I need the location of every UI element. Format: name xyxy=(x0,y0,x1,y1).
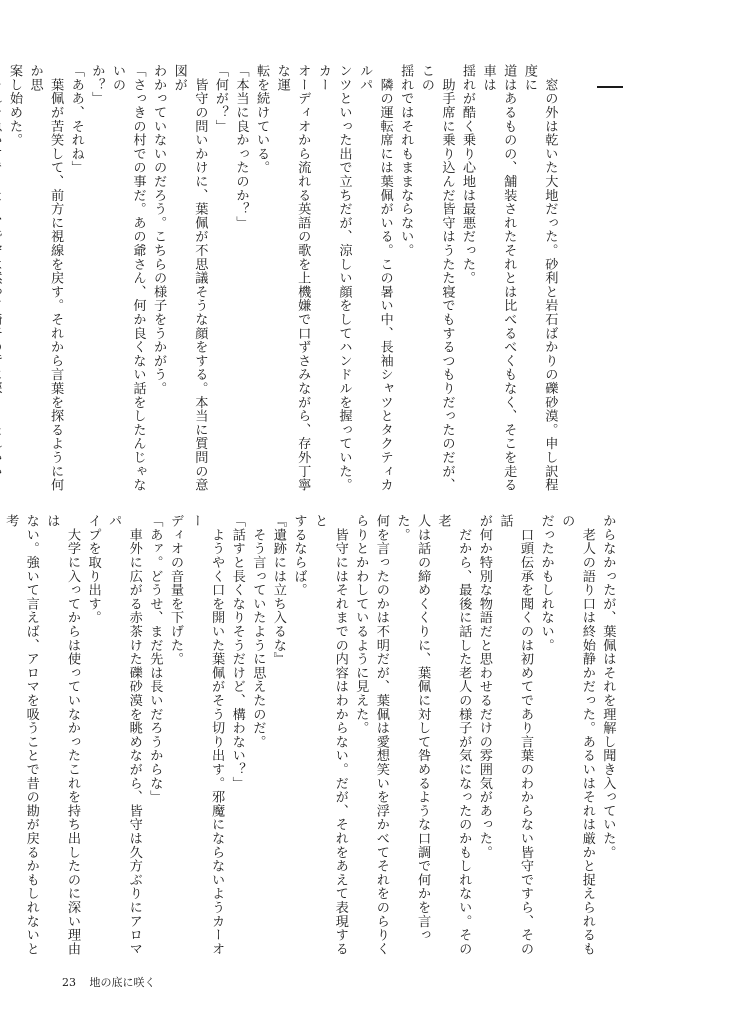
chapter-number-one xyxy=(597,86,623,88)
lower-text-block xyxy=(3,514,638,966)
lower-body-text: からなかったが、葉佩はそれを理解し聞き入っていた。 老人の語り口は終始静かだった。あるいはそれは厳かと捉えられるもの だったかもしれない。 口頭伝承を聞くのは初めてであり言葉のわからない皆守ですら、その話 が何か特別な物語だと思わせるだけの雰囲気があった。 だから、最後に話した老人の様子が気になったのかもしれない。その老 人は話の締めくくりに、葉佩に対して咎めるような口調で何かを言った。 何を言ったのかは不明だが、葉佩は愛想笑いを浮かべてそれをのらりく らりとかわしているように見えた。 皆守にはそれまでの内容はわからない。だが、それをあえて表現すると するならば。 『遺跡には立ち入るな』 そう言っていたように思えたのだ。 「話すと長くなりそうだけど、構わない？」 ようやく口を開いた葉佩がそう切り出す。邪魔にならないようカーオー ディオの音量を下げた。 「あァ。どうせ、まだ先は長いだろうからな」 車外に広がる赤茶けた礫砂漠を眺めながら、皆守は久方ぶりにアロマパ イプを取り出す。 大学に入ってからは使っていなかったこれを持ち出したのに深い理由は ない。強いて言えば、アロマを吸うことで昔の勘が戻るかもしれないと考 xyxy=(3,514,616,956)
page-number: 23 xyxy=(62,976,76,989)
upper-body-text: 窓の外は乾いた大地だった。砂利と岩石ばかりの礫砂漠。申し訳程度に 道はあるものの、舗装されたそれとは比べるべくもなく、そこを走る車は 揺れが酷く乗り心地は最悪だった。 助手席に乗り込んだ皆守はうたた寝でもするつもりだったのだが、この 揺れではそれもままならない。 隣の運転席には葉佩がいる。この暑い中、長袖シャツとタクティカルパ ンツといった出で立ちだが、涼しい顔をしてハンドルを握っていた。カー オーディオから流れる英語の歌を上機嫌で口ずさみながら、存外丁寧な運 転を続けている。 「本当に良かったのか？」 「何が？」 皆守の問いかけに、葉佩が不思議そうな顔をする。本当に質問の意図が わかっていないのだろう。こちらの様子をうかがう。 「さっきの村での事だ。あの爺さん、何か良くない話をしたんじゃないの か？」 「ああ、それね」 葉佩が苦笑して、前方に視線を戻す。それから言葉を探るように何か思 案し始めた。 xyxy=(6,64,558,492)
upper-text-block xyxy=(6,64,580,504)
book-title: 地の底に咲く xyxy=(89,976,156,989)
page-footer xyxy=(62,974,156,990)
